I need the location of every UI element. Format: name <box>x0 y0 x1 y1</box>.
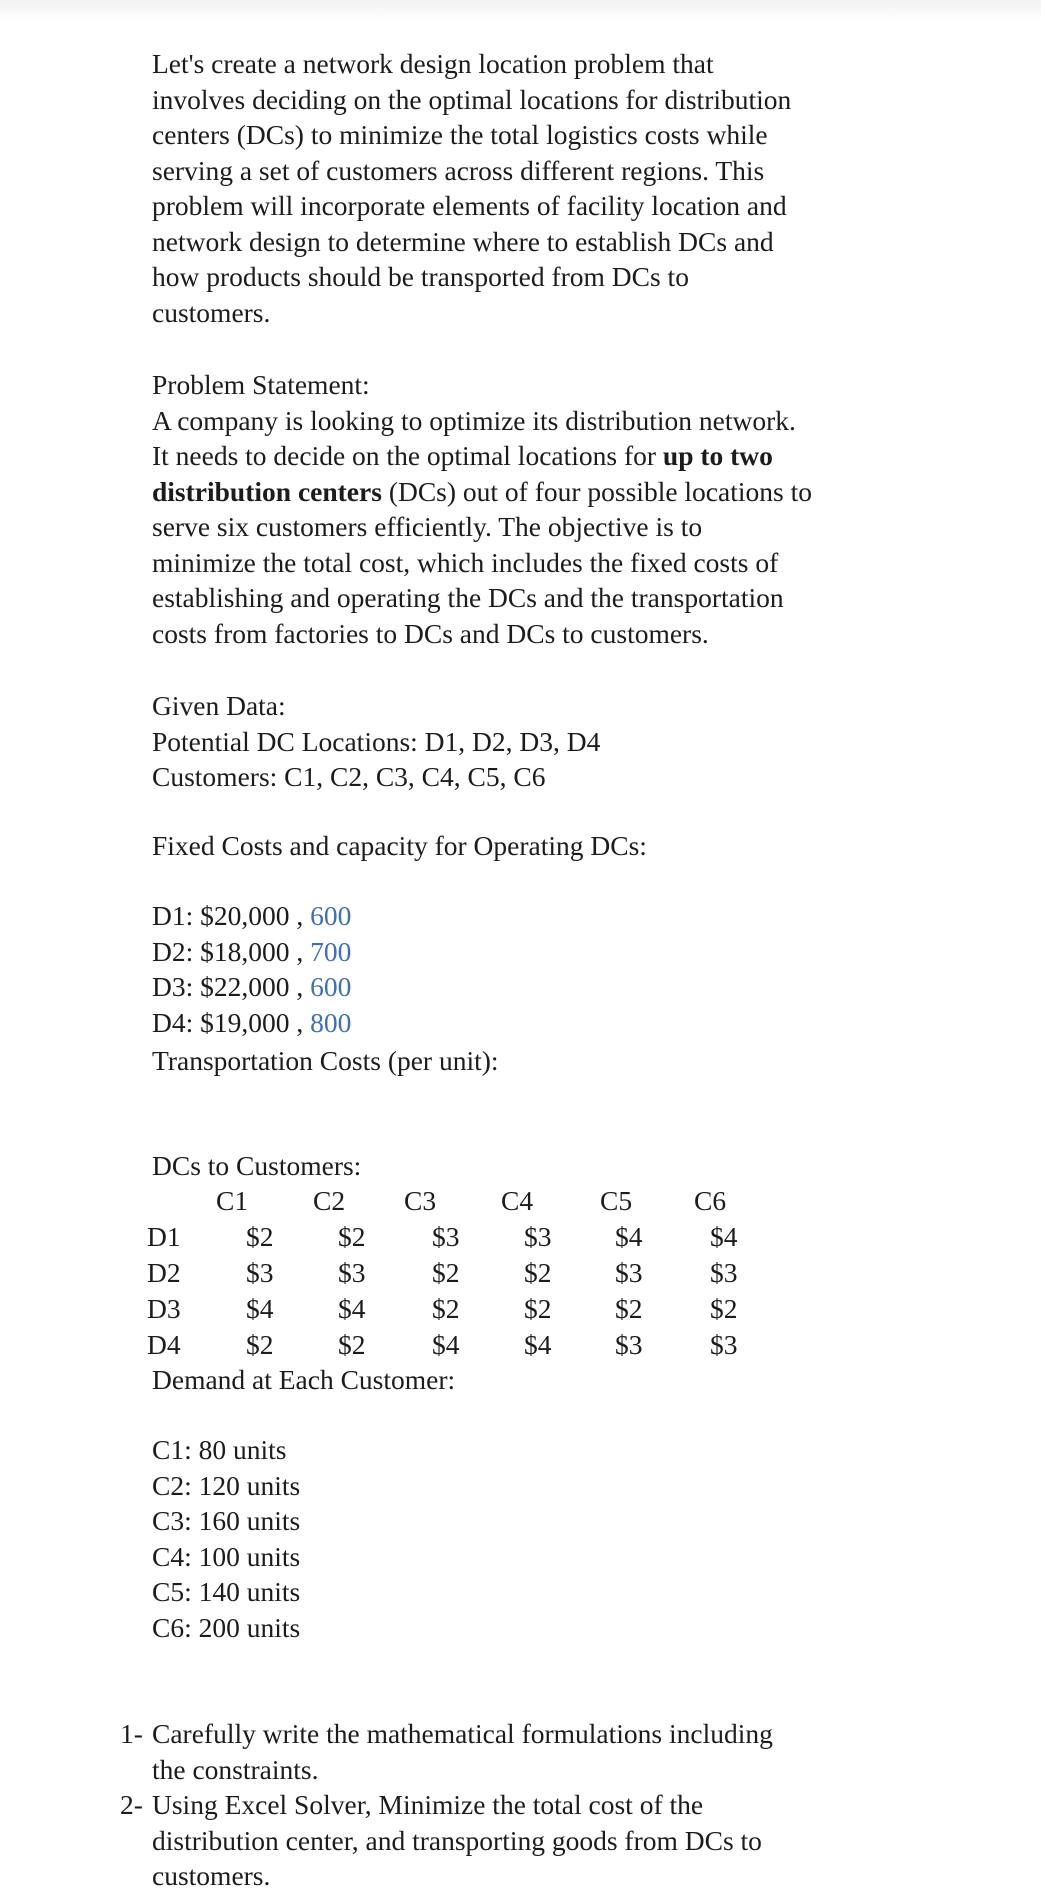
column-header: C2 <box>313 1185 346 1216</box>
column-header: C3 <box>404 1185 437 1216</box>
question-line: customers. <box>152 1860 271 1891</box>
dc-capacity: 800 <box>310 1006 352 1038</box>
table-cell: $2 <box>524 1293 552 1324</box>
demand-item: C4: 100 units <box>152 1540 301 1572</box>
problem-line: serve six customers efficiently. The objective is to <box>152 511 703 542</box>
table-cell: $3 <box>524 1221 552 1252</box>
question-line: Carefully write the mathematical formulations including <box>152 1718 773 1749</box>
customer-list: Customers: C1, C2, C3, C4, C5, C6 <box>152 761 546 792</box>
dc-row <box>152 934 972 970</box>
row-header: D4 <box>147 1329 181 1360</box>
problem-line: establishing and operating the DCs and the transportation <box>152 582 784 613</box>
table-cell: $3 <box>615 1329 643 1360</box>
question-item <box>120 1716 1000 1787</box>
transport-heading: Transportation Costs (per unit): <box>152 1045 499 1076</box>
table-cell: $2 <box>432 1257 460 1288</box>
table-cell: $2 <box>338 1329 366 1360</box>
problem-line: minimize the total cost, which includes the fixed costs of <box>152 546 779 578</box>
dc-row <box>152 969 972 1005</box>
intro-line: serving a set of customers across different regions. This <box>152 154 765 186</box>
dc-to-customers-heading: DCs to Customers: <box>152 1150 362 1181</box>
problem-heading: Problem Statement: <box>152 369 370 400</box>
dc-capacity: 600 <box>310 900 352 931</box>
problem-statement <box>152 367 972 651</box>
fixed-costs-heading: Fixed Costs and capacity for Operating DCs: <box>152 830 647 861</box>
table-cell: $4 <box>710 1221 738 1252</box>
problem-line <box>152 474 972 510</box>
table-cell: $4 <box>524 1329 552 1360</box>
table-cell: $2 <box>615 1293 643 1324</box>
table-cell: $3 <box>338 1257 366 1288</box>
table-cell: $2 <box>338 1221 366 1252</box>
intro-line: involves deciding on the optimal locations for distribution <box>152 83 792 115</box>
table-cell: $4 <box>615 1221 643 1252</box>
demand-item: C5: 140 units <box>152 1576 301 1607</box>
dc-cost: D1: $20,000 , <box>152 900 311 931</box>
problem-text: (DCs) out of four possible locations to <box>381 475 812 507</box>
demand-item: C6: 200 units <box>152 1611 301 1643</box>
top-edge <box>0 0 1041 22</box>
question-number: 1- <box>120 1718 143 1749</box>
demand-item: C3: 160 units <box>152 1505 301 1536</box>
intro-line: problem will incorporate elements of facility location and <box>152 190 787 221</box>
dc-row <box>152 1005 972 1041</box>
question-line: distribution center, and transporting goods from DCs to <box>152 1824 762 1856</box>
problem-line: A company is looking to optimize its distribution network. <box>152 404 796 436</box>
intro-line: customers. <box>152 296 271 328</box>
problem-line: costs from factories to DCs and DCs to customers. <box>152 617 709 649</box>
question-item <box>120 1787 1000 1894</box>
table-cell: $3 <box>710 1329 738 1360</box>
dc-fixed-cost-list <box>152 898 972 1040</box>
intro-paragraph <box>152 46 972 330</box>
column-header: C6 <box>694 1185 727 1216</box>
question-line: the constraints. <box>152 1753 319 1785</box>
column-header: C4 <box>501 1185 534 1216</box>
demand-item: C2: 120 units <box>152 1469 301 1501</box>
problem-bold-text: up to two <box>662 440 773 471</box>
table-cell: $3 <box>615 1257 643 1288</box>
questions-list <box>120 1716 1000 1894</box>
row-header: D1 <box>147 1221 181 1252</box>
demand-heading: Demand at Each Customer: <box>152 1364 456 1395</box>
table-cell: $2 <box>524 1257 552 1288</box>
question-number: 2- <box>120 1789 143 1820</box>
dc-locations: Potential DC Locations: D1, D2, D3, D4 <box>152 725 601 757</box>
dc-cost: D2: $18,000 , <box>152 935 311 967</box>
demand-item: C1: 80 units <box>152 1434 287 1465</box>
demand-list <box>152 1432 972 1645</box>
table-cell: $2 <box>432 1293 460 1324</box>
dc-capacity: 600 <box>310 971 352 1002</box>
intro-line: centers (DCs) to minimize the total logistics costs while <box>152 119 768 150</box>
intro-line: how products should be transported from DCs to <box>152 261 689 292</box>
given-data <box>152 688 972 795</box>
column-header: C1 <box>216 1185 249 1216</box>
problem-line <box>152 438 972 474</box>
dc-cost: D3: $22,000 , <box>152 971 311 1002</box>
table-cell: $4 <box>338 1293 366 1324</box>
column-header: C5 <box>600 1185 633 1216</box>
intro-line: Let's create a network design location problem that <box>152 48 714 79</box>
dc-row <box>152 898 972 934</box>
intro-line: network design to determine where to establish DCs and <box>152 225 774 257</box>
table-cell: $3 <box>246 1257 274 1288</box>
table-cell: $2 <box>710 1293 738 1324</box>
table-cell: $4 <box>432 1329 460 1360</box>
table-cell: $3 <box>710 1257 738 1288</box>
table-cell: $2 <box>246 1221 274 1252</box>
dc-capacity: 700 <box>310 935 352 967</box>
row-header: D2 <box>147 1257 181 1288</box>
dc-cost: D4: $19,000 , <box>152 1006 311 1038</box>
given-heading: Given Data: <box>152 690 286 721</box>
problem-text: It needs to decide on the optimal locations for <box>152 440 663 471</box>
problem-bold-text: distribution centers <box>152 475 382 507</box>
table-cell: $4 <box>246 1293 274 1324</box>
question-line: Using Excel Solver, Minimize the total cost of the <box>152 1789 704 1820</box>
table-cell: $3 <box>432 1221 460 1252</box>
table-cell: $2 <box>246 1329 274 1360</box>
row-header: D3 <box>147 1293 181 1324</box>
